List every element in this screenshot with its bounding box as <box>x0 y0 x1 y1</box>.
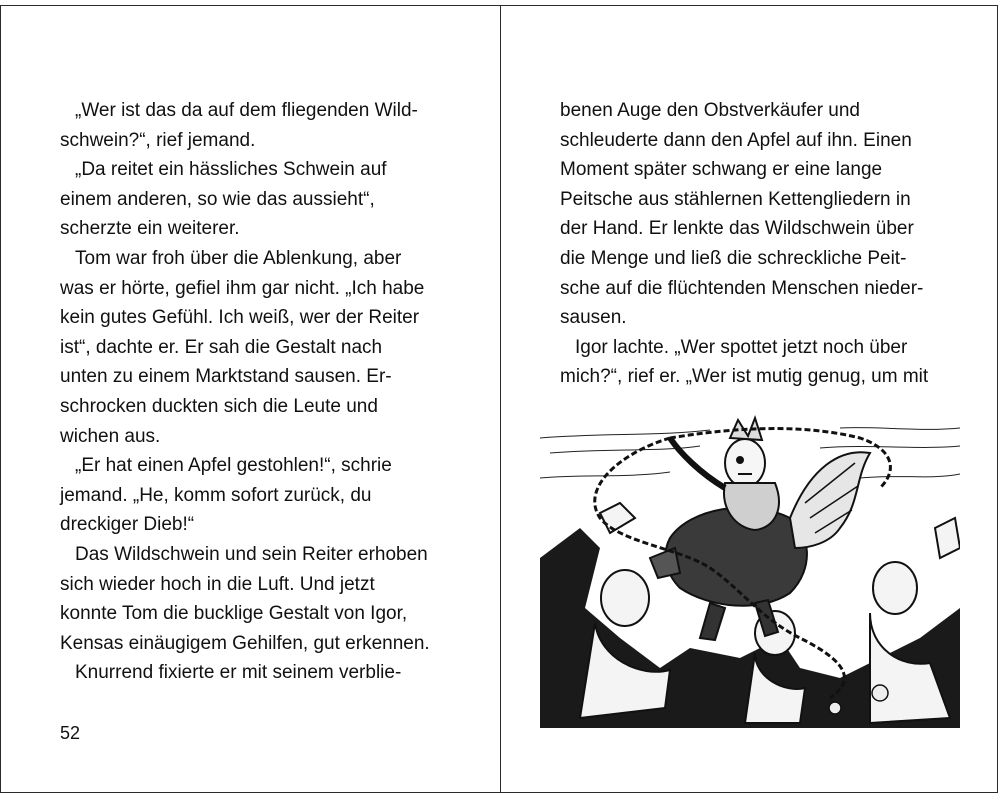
text-line: scherzte ein weiterer. <box>60 218 240 240</box>
text-line: „Er hat einen Apfel gestohlen!“, schrie <box>75 455 392 477</box>
page-number: 52 <box>60 723 81 743</box>
text-line: Moment später schwang er eine lange <box>560 159 883 181</box>
text-line: sich wieder hoch in die Luft. Und jetzt <box>60 573 375 595</box>
text-line: „Wer ist das da auf dem fliegenden Wild- <box>75 100 418 121</box>
text-line: jemand. „He, komm sofort zurück, du <box>60 484 372 506</box>
text-line: dreckiger Dieb!“ <box>60 514 195 536</box>
text-line: „Da reitet ein hässliches Schwein auf <box>75 159 387 181</box>
left-page-text <box>60 96 430 688</box>
text-line: sche auf die flüchtenden Menschen nieder- <box>560 277 924 299</box>
text-line: schleuderte dann den Apfel auf ihn. Einen <box>560 129 912 151</box>
text-line: wichen aus. <box>60 425 161 447</box>
text-line: sausen. <box>560 307 627 329</box>
text-line: kein gutes Gefühl. Ich weiß, wer der Reiter <box>60 307 420 329</box>
text-line: die Menge und ließ die schreckliche Peit- <box>560 247 907 269</box>
text-line: benen Auge den Obstverkäufer und <box>560 100 861 121</box>
text-line: Das Wildschwein und sein Reiter erhoben <box>75 543 428 565</box>
text-line: einem anderen, so wie das aussieht“, <box>60 188 375 210</box>
text-line: was er hörte, gefiel ihm gar nicht. „Ich habe <box>60 277 425 299</box>
text-line: schrocken duckten sich die Leute und <box>60 395 378 417</box>
igor-riding-winged-boar-illustration-icon <box>540 408 960 728</box>
text-line: ist“, dachte er. Er sah die Gestalt nach <box>60 336 383 358</box>
text-line: Peitsche aus stählernen Kettengliedern in <box>560 188 911 210</box>
text-line: Igor lachte. „Wer spottet jetzt noch über <box>575 336 908 358</box>
text-line: der Hand. Er lenkte das Wildschwein über <box>560 218 914 240</box>
text-line: unten zu einem Marktstand sausen. Er- <box>60 366 392 388</box>
text-line: Knurrend fixierte er mit seinem verblie- <box>75 662 402 684</box>
text-line: Kensas einäugigem Gehilfen, gut erkennen. <box>60 632 430 654</box>
text-line: Tom war froh über die Ablenkung, aber <box>75 247 402 269</box>
text-line: mich?“, rief er. „Wer ist mutig genug, um mit <box>560 366 929 388</box>
text-line: konnte Tom die bucklige Gestalt von Igor, <box>60 603 408 625</box>
right-page-text <box>560 96 928 392</box>
text-line: schwein?“, rief jemand. <box>60 129 256 151</box>
